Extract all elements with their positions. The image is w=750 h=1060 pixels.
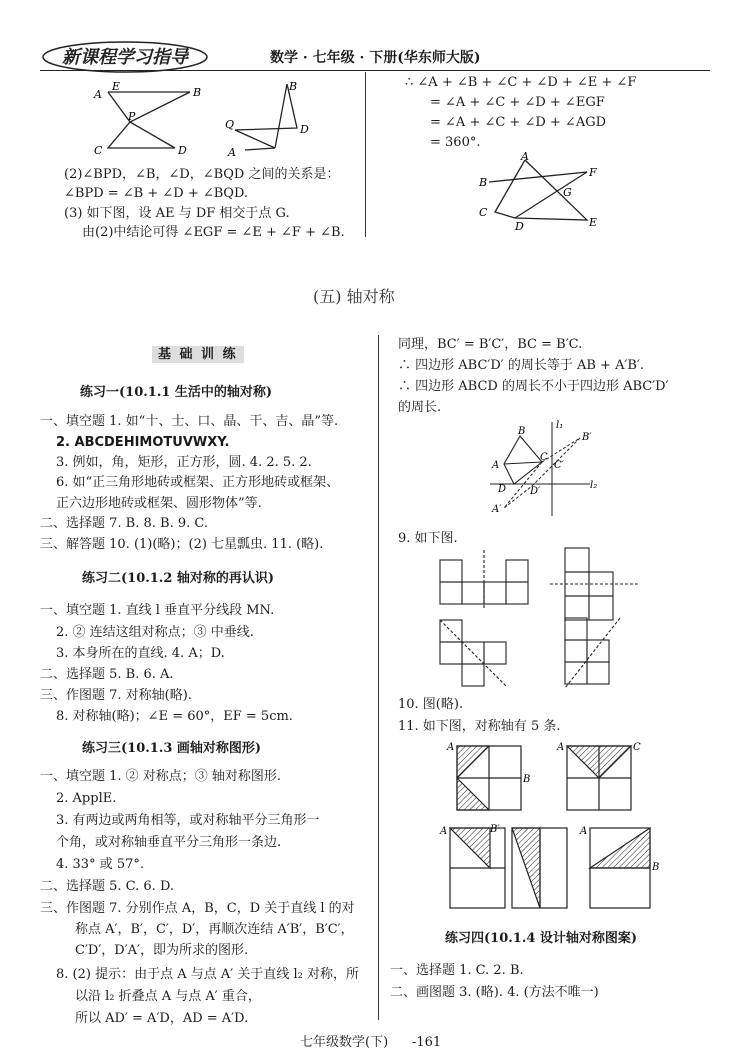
svg-text:D′: D′	[530, 486, 541, 497]
text-line: 2. ② 连结这组对称点；③ 中垂线.	[56, 625, 254, 640]
svg-text:B: B	[193, 86, 202, 99]
svg-text:D: D	[515, 220, 524, 233]
svg-text:A: A	[521, 150, 529, 163]
svg-text:Q: Q	[225, 118, 235, 131]
figure-angle-bqd	[225, 78, 345, 163]
svg-text:B: B	[289, 80, 298, 93]
svg-text:A: A	[94, 88, 102, 101]
svg-text:F: F	[589, 166, 597, 179]
text-line: 二、选择题 5. B. 6. A.	[40, 667, 174, 682]
figure-angle-bpd	[80, 78, 220, 163]
svg-text:A′: A′	[492, 504, 502, 515]
text-line: 同理，BC′ = B′C′，BC = B′C.	[398, 337, 583, 352]
text-line: 二、画图题 3. (略). 4. (方法不唯一)	[390, 985, 599, 1000]
text-line: (2)∠BPD，∠B，∠D，∠BQD 之间的关系是：	[64, 167, 340, 182]
svg-text:E: E	[112, 80, 121, 93]
text-line: C′D′，D′A′，即为所求的图形.	[75, 943, 249, 958]
svg-text:B: B	[518, 426, 526, 437]
svg-text:B: B	[652, 862, 660, 873]
text-line: 11. 如下图，对称轴有 5 条.	[398, 719, 561, 734]
svg-text:D: D	[300, 123, 309, 136]
exercise-title: 练习三(10.1.3 画轴对称图形)	[82, 741, 262, 756]
text-line: ∴ 四边形 ABCD 的周长不小于四边形 ABC′D′	[398, 379, 669, 394]
text-line: 三、解答题 10. (1)(略)；(2) 七星瓢虫. 11. (略).	[40, 537, 324, 552]
text-line: 的周长.	[398, 400, 442, 415]
text-line: 10. 图(略).	[398, 697, 464, 712]
header-title: 数学 · 七年级 · 下册(华东师大版)	[270, 50, 481, 66]
svg-text:C: C	[94, 144, 103, 157]
text-line: 9. 如下图.	[398, 531, 458, 546]
text-line: 一、填空题 1. 直线 l 垂直平分线段 MN.	[40, 603, 275, 618]
svg-text:C: C	[633, 742, 641, 753]
svg-text:A: A	[557, 742, 565, 753]
svg-text:B: B	[479, 176, 488, 189]
logo-text: 新课程学习指导	[62, 47, 188, 68]
svg-text:B′: B′	[582, 432, 592, 443]
svg-text:l₂: l₂	[590, 480, 598, 491]
svg-text:C: C	[479, 206, 488, 219]
section-title: (五) 轴对称	[313, 287, 395, 306]
svg-text:l₁: l₁	[556, 420, 564, 431]
svg-text:B: B	[523, 774, 531, 785]
header-rule	[40, 70, 710, 71]
book-logo	[40, 40, 215, 72]
svg-text:A: A	[440, 826, 448, 837]
text-line: = 360°.	[430, 135, 481, 150]
svg-text:A: A	[447, 742, 455, 753]
exercise-title: 练习一(10.1.1 生活中的轴对称)	[80, 385, 273, 400]
text-line: = ∠A + ∠C + ∠D + ∠EGF	[430, 95, 605, 110]
figure-squares-symmetry	[435, 548, 705, 698]
text-line: 一、选择题 1. C. 2. B.	[390, 963, 524, 978]
svg-text:C: C	[540, 452, 548, 463]
text-line: 所以 AD′ = A′D，AD = A′D.	[75, 1011, 249, 1026]
svg-text:A: A	[580, 826, 588, 837]
text-line: 2. ABCDEHIMOTUVWXY.	[56, 435, 230, 450]
exercise-title: 练习四(10.1.4 设计轴对称图案)	[445, 931, 638, 946]
text-line: 2. ApplE.	[56, 791, 117, 806]
svg-text:D: D	[498, 484, 507, 495]
text-line: 8. (2) 提示：由于点 A 与点 A′ 关于直线 l₂ 对称，所	[56, 967, 359, 982]
text-line: 一、填空题 1. 如“十、士、口、晶、干、吉、晶”等.	[40, 414, 339, 429]
svg-text:E: E	[589, 216, 598, 229]
text-line: 6. 如“正三角形地砖或框架、正方形地砖或框架、	[56, 475, 340, 490]
footer-text: 七年级数学(下)	[300, 1035, 389, 1050]
figure-star	[475, 150, 605, 235]
text-line: 三、作图题 7. 对称轴(略).	[40, 688, 192, 703]
text-line: 3. 例如，角，矩形，正方形，圆. 4. 2. 5. 2.	[56, 455, 312, 470]
svg-text:A: A	[492, 460, 500, 471]
figure-symmetric-squares-top	[445, 738, 645, 818]
text-line: 二、选择题 7. B. 8. B. 9. C.	[40, 516, 208, 531]
text-line: ∠BPD = ∠B + ∠D + ∠BQD.	[64, 186, 249, 201]
text-line: 二、选择题 5. C. 6. D.	[40, 879, 175, 894]
svg-text:C′: C′	[554, 460, 564, 471]
text-line: 4. 33° 或 57°.	[56, 857, 145, 872]
svg-text:A: A	[228, 146, 236, 159]
text-line: ∴ ∠A + ∠B + ∠C + ∠D + ∠E + ∠F	[405, 75, 637, 90]
page-number: -161	[412, 1035, 442, 1050]
exercise-title: 练习二(10.1.2 轴对称的再认识)	[82, 571, 275, 586]
text-line: ∴ 四边形 ABC′D′ 的周长等于 AB + A′B′.	[398, 358, 645, 373]
text-line: (3) 如下图，设 AE 与 DF 相交于点 G.	[64, 206, 290, 221]
text-line: 一、填空题 1. ② 对称点；③ 轴对称图形.	[40, 769, 282, 784]
text-line: 8. 对称轴(略)；∠E = 60°，EF = 5cm.	[56, 709, 293, 724]
text-line: 3. 本身所在的直线. 4. A；D.	[56, 646, 225, 661]
text-line: 正六边形地砖或框架、圆形物体”等.	[56, 496, 262, 511]
text-line: 三、作图题 7. 分别作点 A，B，C，D 关于直线 l 的对	[40, 901, 355, 916]
text-line: 由(2)中结论可得 ∠EGF = ∠E + ∠F + ∠B.	[82, 225, 345, 240]
text-line: 3. 有两边或两角相等，或对称轴平分三角形一	[56, 813, 320, 828]
column-divider	[378, 335, 379, 1020]
svg-text:D: D	[178, 144, 187, 157]
figure-symmetric-squares-bottom	[440, 820, 670, 920]
column-divider	[365, 72, 366, 237]
text-line: = ∠A + ∠C + ∠D + ∠AGD	[430, 115, 607, 130]
text-line: 以沿 l₂ 折叠点 A 与点 A′ 重合，	[75, 989, 261, 1004]
svg-text:P: P	[128, 110, 136, 123]
text-line: 个角，或对称轴垂直平分三角形一条边.	[56, 835, 282, 850]
svg-text:B′: B′	[490, 824, 500, 835]
svg-text:G: G	[563, 186, 572, 199]
figure-quadrilateral-reflection	[490, 418, 605, 518]
text-line: 称点 A′，B′，C′，D′，再顺次连结 A′B′，B′C′，	[75, 922, 354, 937]
basic-training-title: 基 础 训 练	[152, 346, 244, 363]
